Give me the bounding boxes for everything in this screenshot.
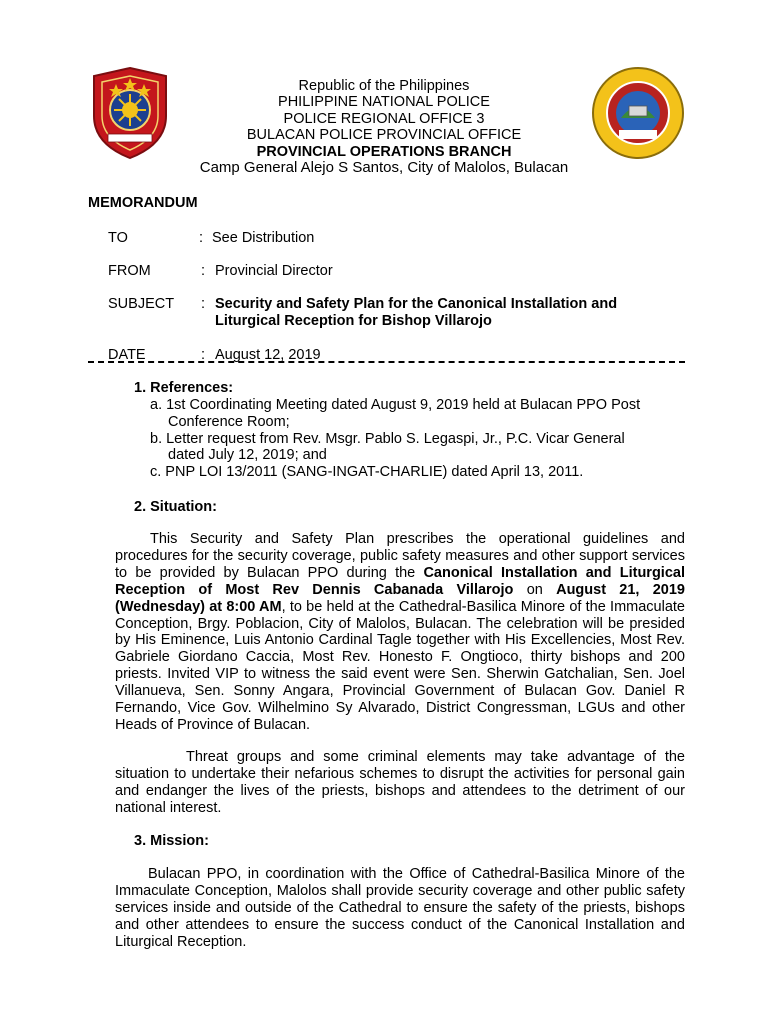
- to-label: TO: [108, 230, 128, 246]
- from-label: FROM: [108, 263, 151, 279]
- from-colon: :: [201, 263, 206, 279]
- situation-text-e: , to be held at the Cathedral-Basilica Minore of the Immaculate Conception, Brgy. Poblacion, City of Malolos, Bulacan. The celebration will be presided by His Eminence, Luis Antonio Cardinal Tagle together with His Excellencies, Most Rev. Gabriele Giordano Caccia, Most Rev. Honesto F. Ongtioco, thirty bishops and 200 priests. Invited VIP to witness the said event were Sen. Sherwin Gatchalian, Sen. Joel Villanueva, Sen. Sonny Angara, Provincial Government of Bulacan Gov. Daniel R Fernando, Vice Gov. Wilhelmino Sy Alvarado, District Congressman, LGUs and other Heads of Province of Bulacan.: [115, 598, 685, 733]
- subject-value: [215, 296, 665, 330]
- event-date: August 21, 2019 (Wednesday) at 8:00 AM: [115, 581, 685, 615]
- header-line-3: POLICE REGIONAL OFFICE 3: [283, 110, 485, 127]
- reference-a-line-1: a. 1st Coordinating Meeting dated August 9, 2019 held at Bulacan PPO Post: [150, 397, 641, 413]
- to-colon: :: [199, 230, 204, 246]
- reference-b-line-2: dated July 12, 2019; and: [168, 447, 327, 464]
- subject-line-2: Liturgical Reception for Bishop Villarojo: [215, 313, 492, 329]
- memo-title: MEMORANDUM: [88, 195, 198, 211]
- subject-line-1: Security and Safety Plan for the Canonical Installation and: [215, 296, 618, 312]
- dashed-separator: [88, 361, 685, 363]
- header-line-4: BULACAN POLICE PROVINCIAL OFFICE: [246, 127, 522, 144]
- situation-heading: 2. Situation:: [134, 499, 217, 515]
- references-heading: 1. References:: [134, 380, 234, 396]
- header-line-5: PROVINCIAL OPERATIONS BRANCH: [256, 143, 512, 160]
- date-label: DATE: [108, 347, 146, 363]
- mission-paragraph: Bulacan PPO, in coordination with the Office of Cathedral-Basilica Minore of the Immaculate Conception, Malolos shall provide security coverage and other public safety services inside and outside of the Cathedral to ensure the safety of the priests, bishops and other attendees to ensure the success conduct of the Canonical Installation and Liturgical Reception.: [115, 866, 685, 950]
- date-colon: :: [201, 347, 206, 363]
- references-list: [150, 397, 700, 481]
- situation-paragraph-1: [115, 531, 685, 734]
- subject-label: SUBJECT: [108, 296, 175, 312]
- situation-paragraph-2: Threat groups and some criminal elements may take advantage of the situation to undertake their nefarious schemes to disrupt the activities for personal gain and endanger the lives of the priests, bishops and attendees to the detriment of our national interest.: [115, 749, 685, 816]
- subject-colon: :: [201, 296, 206, 312]
- mission-heading: 3. Mission:: [134, 833, 209, 849]
- event-name: Canonical Installation and Liturgical Reception of Most Rev Dennis Cabanada Villarojo: [115, 564, 685, 598]
- situation-text-a: This Security and Safety Plan prescribes the operational guidelines and procedures for the security coverage, public safety measures and other support services to be provided by Bulacan PPO during the: [115, 531, 685, 581]
- header-line-2: PHILIPPINE NATIONAL POLICE: [278, 94, 490, 111]
- from-value: Provincial Director: [215, 263, 333, 279]
- reference-a-line-2: Conference Room;: [168, 413, 290, 430]
- reference-c: c. PNP LOI 13/2011 (SANG-INGAT-CHARLIE) dated April 13, 2011.: [150, 464, 584, 481]
- reference-b-line-1: b. Letter request from Rev. Msgr. Pablo S. Legaspi, Jr., P.C. Vicar General: [150, 430, 625, 447]
- header-line-1: Republic of the Philippines: [298, 78, 470, 94]
- letterhead: [0, 78, 768, 176]
- to-value: See Distribution: [212, 230, 315, 246]
- date-value: August 12, 2019: [215, 347, 321, 363]
- header-line-6: Camp General Alejo S Santos, City of Malolos, Bulacan: [199, 159, 569, 177]
- situation-text-c: on: [513, 581, 557, 598]
